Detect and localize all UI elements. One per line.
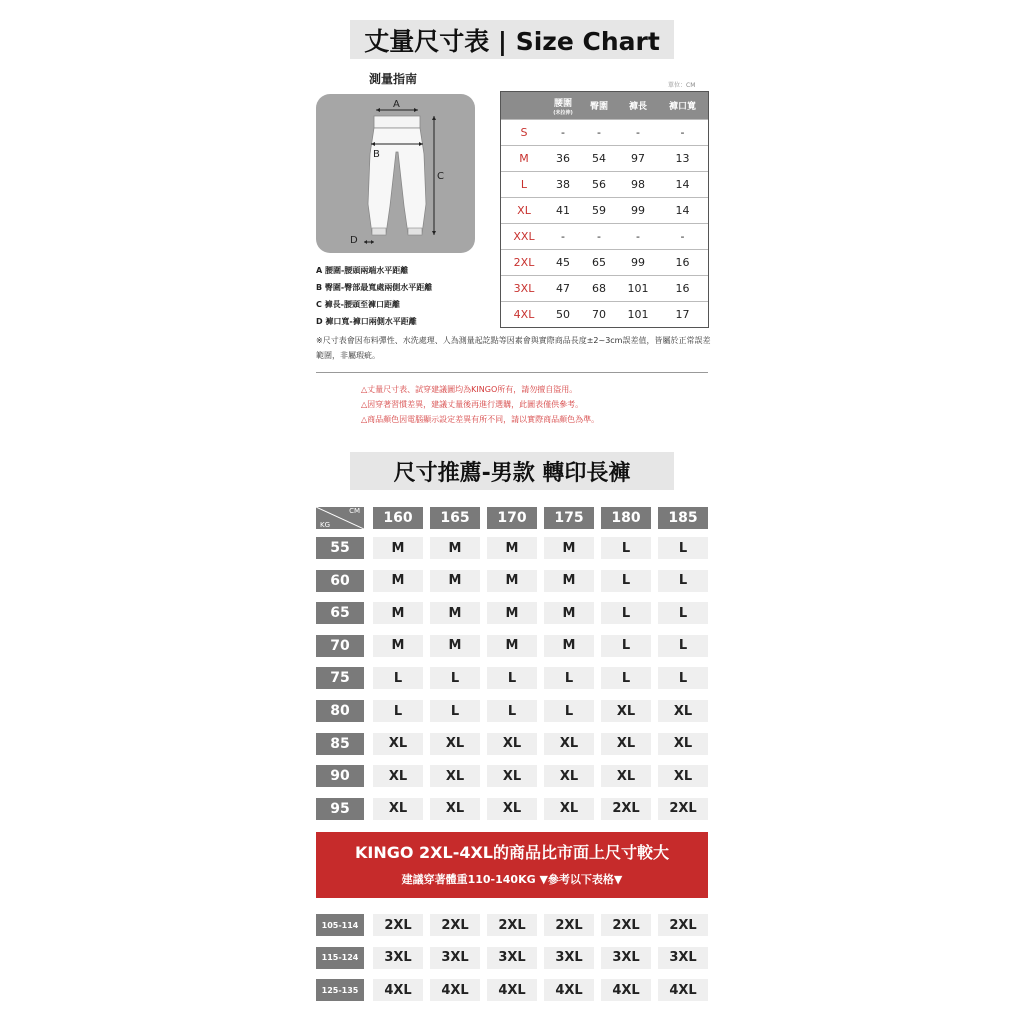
pants-illustration	[316, 94, 475, 253]
size-cell: 3XL	[658, 947, 708, 969]
unit-label: 單位：CM	[668, 82, 696, 89]
size-cell: 2XL	[544, 914, 594, 936]
size-label: 2XL	[513, 256, 535, 269]
size-cell: XL	[658, 733, 708, 755]
size-label: S	[520, 126, 528, 139]
size-cell: XL	[601, 765, 651, 787]
size-value: 38	[556, 178, 570, 191]
size-cell: XL	[487, 798, 537, 820]
size-value: 68	[592, 282, 606, 295]
size-cell: 4XL	[601, 979, 651, 1001]
height-header: 185	[658, 507, 708, 529]
size-cell: 2XL	[658, 798, 708, 820]
size-measurement-table	[500, 91, 709, 328]
marker-c: C	[437, 171, 444, 182]
size-value: 45	[556, 256, 570, 269]
size-table-row	[501, 275, 708, 301]
size-label: 3XL	[513, 282, 535, 295]
size-cell: XL	[430, 765, 480, 787]
size-value: -	[636, 126, 640, 139]
size-cell: 2XL	[487, 914, 537, 936]
marker-b: B	[373, 149, 380, 160]
size-cell: 3XL	[601, 947, 651, 969]
size-cell: XL	[658, 765, 708, 787]
corner-cm: CM	[349, 507, 360, 515]
size-table-row	[501, 249, 708, 275]
size-value: 59	[592, 204, 606, 217]
size-value: -	[561, 126, 565, 139]
size-cell: L	[601, 667, 651, 689]
size-table-row	[501, 301, 708, 327]
size-value: 16	[675, 256, 690, 269]
size-cell: XL	[544, 733, 594, 755]
size-cell: XL	[658, 700, 708, 722]
size-cell: XL	[373, 765, 423, 787]
size-cell: M	[544, 602, 594, 624]
size-cell: L	[487, 667, 537, 689]
warning-1-text: 丈量尺寸表、試穿建議圖均為KINGO所有，請勿擅自盜用。	[367, 385, 578, 394]
size-cell: M	[373, 602, 423, 624]
warning-3: △商品顏色因電腦顯示設定差異有所不同，請以實際商品顏色為準。	[361, 415, 600, 424]
size-table-header	[501, 92, 708, 119]
marker-d: D	[350, 235, 358, 246]
weight-range-header: 125-135	[316, 979, 364, 1001]
size-value: 70	[592, 308, 606, 321]
size-value: -	[561, 230, 565, 243]
size-cell: XL	[373, 733, 423, 755]
size-cell: 2XL	[601, 798, 651, 820]
warning-1: △丈量尺寸表、試穿建議圖均為KINGO所有，請勿擅自盜用。	[361, 385, 578, 394]
header-waist-label: 腰圍	[553, 98, 572, 109]
size-cell: 3XL	[430, 947, 480, 969]
legend-a: A 腰圍-腰頭兩端水平距離	[316, 266, 409, 275]
size-cell: L	[658, 667, 708, 689]
size-cell: L	[373, 667, 423, 689]
weight-header: 55	[316, 537, 364, 559]
size-cell: L	[544, 700, 594, 722]
size-cell: XL	[544, 798, 594, 820]
size-cell: XL	[544, 765, 594, 787]
size-cell: XL	[373, 798, 423, 820]
size-cell: L	[658, 570, 708, 592]
size-cell: XL	[430, 733, 480, 755]
size-cell: L	[430, 667, 480, 689]
warning-3-text: 商品顏色因電腦顯示設定差異有所不同，請以實際商品顏色為準。	[367, 415, 600, 424]
size-cell: M	[544, 635, 594, 657]
warning-2: △因穿著習慣差異，建議丈量後再進行選購，此圖表僅供參考。	[361, 400, 584, 409]
size-value: 41	[556, 204, 570, 217]
size-value: 36	[556, 152, 570, 165]
banner-line-1: KINGO 2XL-4XL的商品比市面上尺寸較大	[354, 843, 670, 862]
size-cell: 3XL	[487, 947, 537, 969]
size-cell: L	[601, 635, 651, 657]
size-label: L	[520, 178, 528, 191]
height-header: 165	[430, 507, 480, 529]
size-label: M	[519, 152, 529, 165]
size-cell: M	[430, 570, 480, 592]
legend-d: D 褲口寬-褲口兩側水平距離	[316, 317, 417, 326]
size-cell: M	[544, 537, 594, 559]
size-cell: L	[601, 602, 651, 624]
height-header: 180	[601, 507, 651, 529]
weight-header: 65	[316, 602, 364, 624]
weight-header: 95	[316, 798, 364, 820]
size-table-body	[501, 119, 708, 327]
header-blank	[501, 92, 547, 119]
size-label: XL	[517, 204, 531, 217]
weight-header: 85	[316, 733, 364, 755]
measure-guide-title: 測量指南	[369, 72, 418, 86]
header-length: 褲長	[628, 102, 647, 112]
size-cell: M	[487, 537, 537, 559]
size-cell: 4XL	[658, 979, 708, 1001]
size-value: 98	[631, 178, 645, 191]
size-cell: L	[601, 537, 651, 559]
size-table-row	[501, 223, 708, 249]
size-cell: L	[544, 667, 594, 689]
pants-diagram	[316, 94, 475, 253]
size-table-row	[501, 197, 708, 223]
size-cell: L	[658, 635, 708, 657]
legend-b: B 臀圍-臀部最寬處兩側水平距離	[316, 283, 433, 292]
size-value: 50	[556, 308, 570, 321]
weight-range-header: 105-114	[316, 914, 364, 936]
size-cell: M	[430, 635, 480, 657]
size-cell: 2XL	[430, 914, 480, 936]
size-value: 101	[627, 282, 649, 295]
header-hip: 臀圍	[589, 102, 608, 112]
header-waist	[547, 92, 579, 119]
header-hem: 褲口寬	[668, 102, 696, 112]
height-header: 170	[487, 507, 537, 529]
weight-header: 75	[316, 667, 364, 689]
size-value: 99	[631, 256, 645, 269]
size-cell: L	[601, 570, 651, 592]
size-cell: M	[430, 602, 480, 624]
size-chart-title: 丈量尺寸表 | Size Chart	[350, 20, 674, 59]
weight-header: 80	[316, 700, 364, 722]
size-cell: M	[373, 570, 423, 592]
size-value: 99	[631, 204, 645, 217]
big-size-banner	[316, 832, 708, 898]
weight-header: 70	[316, 635, 364, 657]
size-cell: L	[658, 537, 708, 559]
divider	[316, 372, 708, 373]
weight-range-header: 115-124	[316, 947, 364, 969]
size-value: -	[636, 230, 640, 243]
size-cell: 2XL	[373, 914, 423, 936]
size-cell: XL	[487, 765, 537, 787]
size-cell: M	[487, 635, 537, 657]
banner-line-2: 建議穿著體重110-140KG ▼參考以下表格▼	[401, 873, 623, 886]
size-cell: M	[373, 537, 423, 559]
size-cell: 4XL	[430, 979, 480, 1001]
size-cell: 4XL	[373, 979, 423, 1001]
corner-kg: KG	[320, 521, 331, 529]
size-table-row	[501, 119, 708, 145]
height-header: 175	[544, 507, 594, 529]
size-value: 54	[592, 152, 606, 165]
size-cell: 2XL	[601, 914, 651, 936]
size-value: 47	[556, 282, 570, 295]
size-value: 14	[675, 204, 690, 217]
size-cell: L	[487, 700, 537, 722]
size-label: XXL	[513, 230, 535, 243]
legend-c: C 褲長-腰頭至褲口距離	[316, 300, 400, 309]
header-waist-sub: (未拉伸)	[553, 109, 573, 116]
size-value: -	[597, 126, 601, 139]
size-value: -	[597, 230, 601, 243]
size-cell: M	[487, 602, 537, 624]
weight-header: 60	[316, 570, 364, 592]
size-value: 17	[675, 308, 690, 321]
size-table-row	[501, 171, 708, 197]
size-value: -	[680, 126, 685, 139]
grid-corner	[316, 507, 364, 529]
size-cell: L	[373, 700, 423, 722]
measurement-note: ※尺寸表會因布料彈性、水洗處理、人為測量起訖點等因素會與實際商品長度±2~3cm誤差值，皆屬於正常誤差範圍，非屬瑕疵。	[316, 336, 711, 360]
marker-a: A	[393, 99, 400, 110]
size-value: 13	[675, 152, 690, 165]
height-header: 160	[373, 507, 423, 529]
size-cell: 4XL	[544, 979, 594, 1001]
size-value: 14	[675, 178, 690, 191]
size-value: 65	[592, 256, 606, 269]
size-cell: XL	[487, 733, 537, 755]
size-cell: XL	[601, 733, 651, 755]
warning-2-text: 因穿著習慣差異，建議丈量後再進行選購，此圖表僅供參考。	[367, 400, 584, 409]
size-value: -	[680, 230, 685, 243]
size-cell: XL	[430, 798, 480, 820]
recommendation-title: 尺寸推薦-男款 轉印長褲	[350, 452, 674, 490]
size-value: 101	[627, 308, 649, 321]
size-cell: 2XL	[658, 914, 708, 936]
size-cell: 3XL	[544, 947, 594, 969]
size-cell: L	[430, 700, 480, 722]
size-cell: M	[544, 570, 594, 592]
size-cell: M	[373, 635, 423, 657]
weight-header: 90	[316, 765, 364, 787]
size-cell: 4XL	[487, 979, 537, 1001]
size-value: 16	[675, 282, 690, 295]
size-cell: M	[487, 570, 537, 592]
size-value: 97	[631, 152, 645, 165]
size-cell: 3XL	[373, 947, 423, 969]
size-label: 4XL	[513, 308, 535, 321]
size-table-row	[501, 145, 708, 171]
size-cell: L	[658, 602, 708, 624]
size-cell: XL	[601, 700, 651, 722]
size-value: 56	[592, 178, 606, 191]
size-cell: M	[430, 537, 480, 559]
